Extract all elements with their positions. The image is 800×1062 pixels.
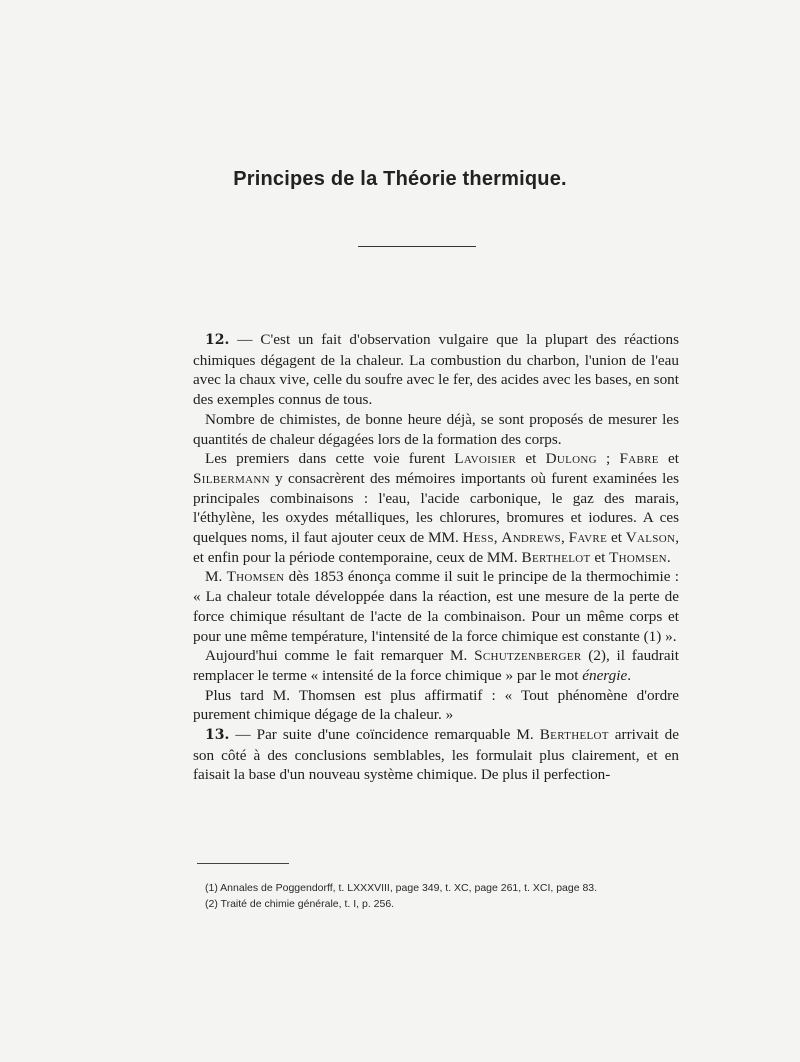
author-name: Favre bbox=[568, 529, 608, 547]
text-run: , bbox=[493, 529, 502, 547]
paragraph-12 bbox=[193, 330, 679, 410]
author-name: Fabre bbox=[619, 450, 659, 468]
author-name: Silbermann bbox=[193, 469, 270, 487]
author-name: Schutzenberger bbox=[474, 647, 582, 665]
paragraph-schutzenberger bbox=[193, 646, 679, 685]
footnotes bbox=[205, 880, 705, 912]
text-run: . bbox=[627, 666, 632, 684]
paragraph-text: Nombre de chimistes, de bonne heure déjà, se sont proposés de mesurer les quantités de chaleur dégagées lors de la formation des corps. bbox=[193, 410, 679, 448]
text-run: y consacrèrent des mémoires importants où furent examinées les principales combinaisons : l'eau, l'acide carbonique, le gaz des marais, l'éthylène, les oxydes métalliques, les chlorures, bromures et iodures. A ces quelques noms, il faut ajouter ceux de MM. bbox=[193, 469, 679, 547]
text-run: , et enfin pour la période contemporaine, ceux de MM. bbox=[193, 529, 680, 566]
footnote-2: (2) Traité de chimie générale, t. I, p. 256. bbox=[205, 898, 395, 910]
text-run: Aujourd'hui comme le fait remarquer M. bbox=[205, 647, 475, 665]
author-name: Berthelot bbox=[539, 726, 609, 744]
author-name: Valson bbox=[625, 529, 676, 547]
text-run: ; bbox=[596, 450, 620, 468]
author-name: Lavoisier bbox=[454, 450, 517, 468]
footnote-rule bbox=[197, 863, 289, 864]
footnote-1: (1) Annales de Poggendorff, t. LXXXVIII, page 349, t. XC, page 261, t. XCI, page 83. bbox=[205, 882, 598, 894]
author-name: Dulong bbox=[545, 450, 597, 468]
text-run: et bbox=[516, 450, 546, 468]
author-name: Thomsen bbox=[226, 568, 285, 586]
paragraph-thomsen bbox=[193, 567, 679, 646]
text-run: arrivait de son côté à des conclusions semblables, les formulait plus clairement, et en faisait la base d'un nouveau système chimique. De plus il perfection- bbox=[193, 726, 680, 784]
text-run: Les premiers dans cette voie furent bbox=[205, 450, 455, 468]
paragraph-13 bbox=[193, 725, 679, 785]
section-number: 12. bbox=[205, 332, 230, 348]
paragraph-pioneers bbox=[193, 449, 679, 567]
author-name: Andrews bbox=[501, 529, 561, 547]
text-run: . bbox=[666, 548, 671, 566]
text-run: M. bbox=[205, 568, 227, 586]
paragraph-text: Plus tard M. Thomsen est plus affirmatif : « Tout phénomène d'ordre purement chimique dégage de la chaleur. » bbox=[193, 686, 679, 724]
page-title: Principes de la Théorie thermique. bbox=[233, 168, 567, 190]
italic-term: énergie bbox=[582, 666, 628, 684]
text-run: — Par suite d'une coïncidence remarquable M. bbox=[229, 726, 540, 744]
section-number: 13. bbox=[205, 727, 230, 744]
body-text bbox=[193, 330, 679, 785]
author-name: Hess bbox=[462, 529, 494, 547]
text-run: dès 1853 énonça comme il suit le principe de la thermochimie : « La chaleur totale développée dans la réaction, est une mesure de la perte de force chimique résultant de l'acte de la combinaison. Pour un même corps et pour une même température, l'intensité de la force chimique est constante (1) ». bbox=[193, 568, 679, 645]
author-name: Berthelot bbox=[521, 548, 591, 566]
text-run: et bbox=[607, 529, 626, 547]
title-rule bbox=[358, 246, 476, 247]
author-name: Thomsen bbox=[609, 548, 667, 566]
text-run: (2), il faudrait remplacer le terme « intensité de la force chimique » par le mot bbox=[193, 647, 679, 684]
paragraph-chemists bbox=[193, 410, 679, 449]
paragraph-affirmatif bbox=[193, 686, 679, 725]
text-run: et bbox=[590, 548, 610, 566]
text-run: , bbox=[560, 529, 569, 547]
paragraph-text: — C'est un fait d'observation vulgaire que la plupart des réactions chimiques dégagent de la chaleur. La combustion du charbon, l'union de l'eau avec la chaux vive, celle du soufre avec le fer, des acides avec les bases, en sont des exemples connus de tous. bbox=[193, 331, 679, 409]
text-run: et bbox=[658, 450, 679, 468]
